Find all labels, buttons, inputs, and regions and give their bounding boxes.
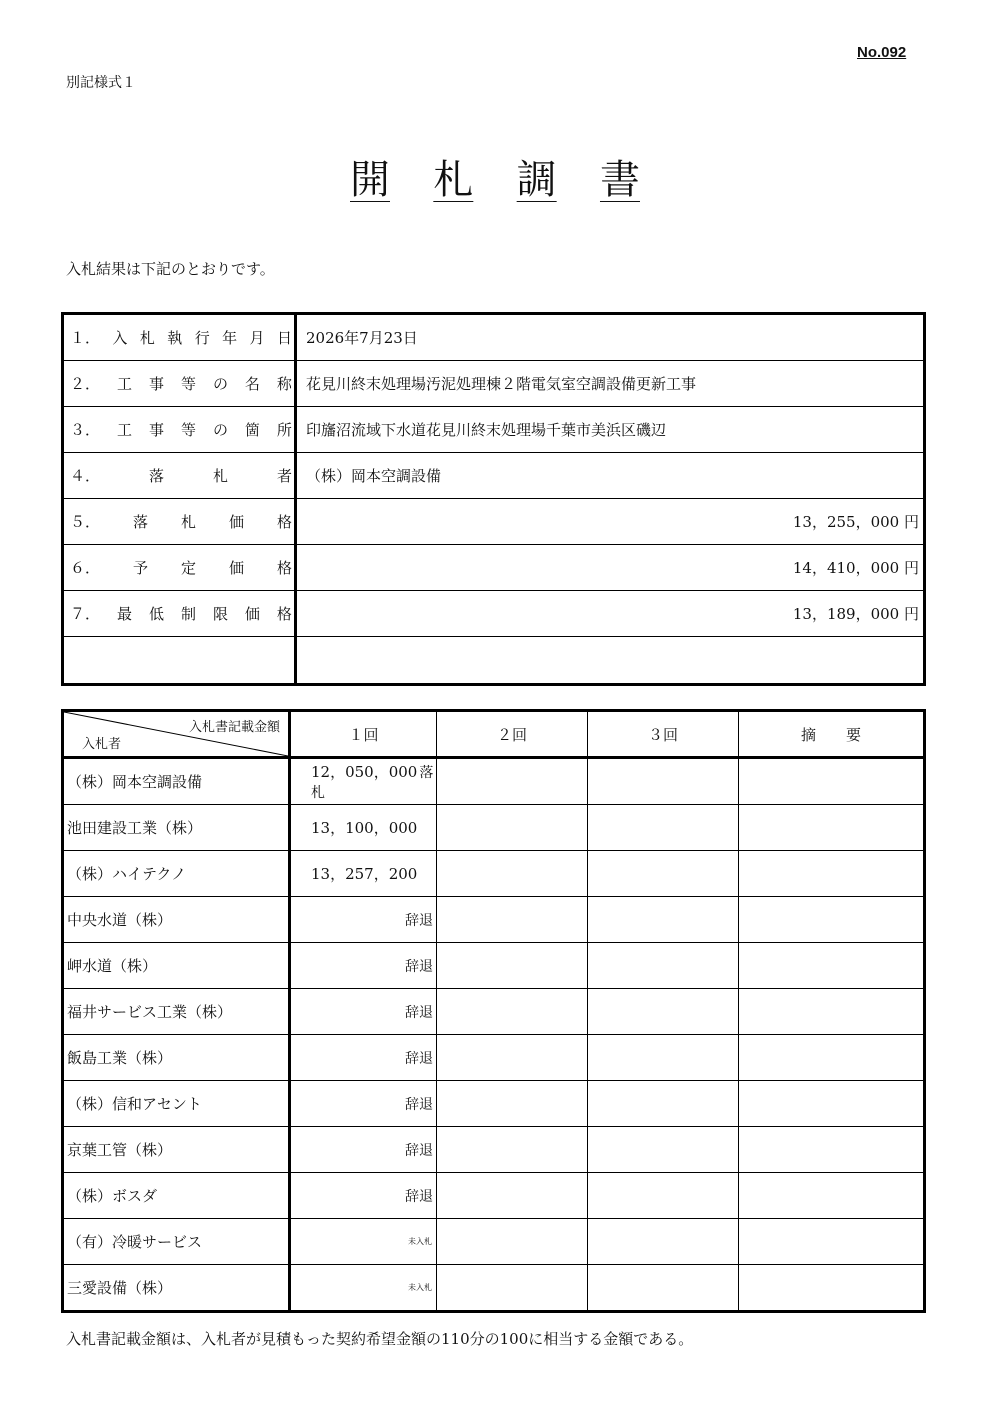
bid-round3 (588, 805, 739, 851)
bid-round2 (437, 989, 588, 1035)
bid-round3 (588, 1219, 739, 1265)
summary-label (63, 361, 296, 407)
bid-remarks (739, 897, 925, 943)
summary-label-char: 価 (228, 559, 244, 577)
summary-label-char: 執 (167, 329, 183, 347)
summary-value: 印旛沼流域下水道花見川終末処理場千葉市美浜区磯辺 (296, 407, 925, 453)
bidder-name: 池田建設工業（株） (63, 805, 290, 851)
summary-label-char: 最 (116, 605, 132, 623)
header-round1: １回 (290, 711, 437, 758)
summary-value: 花見川終末処理場汚泥処理棟２階電気室空調設備更新工事 (296, 361, 925, 407)
summary-label-char: 価 (244, 605, 260, 623)
summary-label-char: 限 (212, 605, 228, 623)
bid-round2 (437, 1265, 588, 1312)
bid-round3 (588, 1173, 739, 1219)
summary-blank-row (63, 637, 925, 685)
bid-round3 (588, 989, 739, 1035)
bidder-row (63, 851, 925, 897)
bidder-name: 岬水道（株） (63, 943, 290, 989)
summary-label-char: 称 (276, 375, 292, 393)
bid-round3 (588, 1081, 739, 1127)
bid-remarks (739, 1127, 925, 1173)
summary-label-char: 月 (249, 329, 265, 347)
bid-round1 (290, 1219, 437, 1265)
title-char: 開 (350, 157, 390, 203)
bid-remarks (739, 758, 925, 805)
bid-round1 (290, 1127, 437, 1173)
summary-value: （株）岡本空調設備 (296, 453, 925, 499)
header-round2: ２回 (437, 711, 588, 758)
bid-round1 (290, 1035, 437, 1081)
form-label: 別記様式１ (66, 75, 136, 91)
bid-round3 (588, 1127, 739, 1173)
bidder-name: 飯島工業（株） (63, 1035, 290, 1081)
bidder-name: （有）冷暖サービス (63, 1219, 290, 1265)
bid-amount: 未入札 (408, 1283, 432, 1292)
summary-value: 13，255，000 円 (296, 499, 925, 545)
document-number: No.092 (857, 44, 907, 61)
bid-remarks (739, 1035, 925, 1081)
summary-row (63, 361, 925, 407)
summary-value: 13，189，000 円 (296, 591, 925, 637)
bid-round3 (588, 1035, 739, 1081)
summary-label-char: 事 (148, 375, 164, 393)
bid-round1 (290, 1265, 437, 1312)
footnote: 入札書記載金額は、入札者が見積もった契約希望金額の110分の100に相当する金額である。 (66, 1330, 694, 1348)
bidder-row (63, 1081, 925, 1127)
bid-round1 (290, 897, 437, 943)
bidder-name: 福井サービス工業（株） (63, 989, 290, 1035)
summary-label-char: 等 (180, 421, 196, 439)
bidder-name: 京葉工管（株） (63, 1127, 290, 1173)
bid-round1 (290, 758, 437, 805)
summary-label-char: 札 (139, 329, 155, 347)
summary-label-char: 工 (116, 375, 132, 393)
bid-remarks (739, 851, 925, 897)
bid-amount: 未入札 (408, 1237, 432, 1246)
bid-round1 (290, 851, 437, 897)
summary-label (63, 407, 296, 453)
summary-value: 2026年7月23日 (306, 329, 418, 347)
bidder-name: （株）ボスダ (63, 1173, 290, 1219)
header-amount-label: 入札書記載金額 (188, 720, 280, 735)
bid-remarks (739, 1219, 925, 1265)
bid-remarks (739, 989, 925, 1035)
bid-round2 (437, 1081, 588, 1127)
header-bidder-label: 入札者 (82, 737, 122, 752)
bid-round1 (290, 989, 437, 1035)
bidder-row (63, 758, 925, 805)
summary-row (63, 407, 925, 453)
bidder-row (63, 1173, 925, 1219)
summary-row (63, 453, 925, 499)
bid-round1 (290, 943, 437, 989)
summary-label-char: の (212, 375, 228, 393)
summary-label-char: 落 (148, 467, 164, 485)
bid-round2 (437, 851, 588, 897)
bid-round2 (437, 943, 588, 989)
summary-label-char: 定 (180, 559, 196, 577)
bidder-row (63, 1035, 925, 1081)
bidder-name: （株）ハイテクノ (63, 851, 290, 897)
summary-label-char: 格 (276, 605, 292, 623)
bidder-row (63, 989, 925, 1035)
diagonal-header-cell (63, 711, 290, 758)
summary-label-char: 格 (276, 559, 292, 577)
summary-label-char: 入 (112, 329, 128, 347)
bid-round3 (588, 943, 739, 989)
page-title (350, 148, 640, 205)
bids-table (61, 709, 926, 1313)
summary-label-char: 制 (180, 605, 196, 623)
bid-round1 (290, 1081, 437, 1127)
bid-round3 (588, 758, 739, 805)
header-round3: ３回 (588, 711, 739, 758)
bidder-name: （株）岡本空調設備 (63, 758, 290, 805)
bid-round3 (588, 851, 739, 897)
bid-remarks (739, 1265, 925, 1312)
summary-label-char: 札 (212, 467, 228, 485)
bid-amount: 12，050，000 (311, 763, 418, 781)
bid-round3 (588, 1265, 739, 1312)
summary-label (63, 453, 296, 499)
bid-amount: 辞退 (405, 958, 433, 975)
bidder-row (63, 1219, 925, 1265)
bid-amount: 辞退 (405, 1004, 433, 1021)
bidder-row (63, 805, 925, 851)
bid-amount: 辞退 (405, 1050, 433, 1067)
summary-row (63, 499, 925, 545)
summary-value: 14，410，000 円 (296, 545, 925, 591)
bidder-name: （株）信和アセント (63, 1081, 290, 1127)
summary-blank-cell (63, 637, 296, 685)
summary-row (63, 545, 925, 591)
bid-amount: 辞退 (405, 1142, 433, 1159)
summary-blank-cell (296, 637, 925, 685)
summary-row (63, 314, 925, 361)
bid-round1 (290, 1173, 437, 1219)
summary-label-number: ２． (70, 375, 101, 393)
bid-remarks (739, 805, 925, 851)
bid-round2 (437, 1173, 588, 1219)
bidder-row (63, 1265, 925, 1312)
bid-amount: 辞退 (405, 912, 433, 929)
bid-round2 (437, 1127, 588, 1173)
header-remarks: 摘 要 (739, 711, 925, 758)
summary-label-char: 事 (148, 421, 164, 439)
summary-label-number: ５． (70, 513, 101, 531)
bid-remarks (739, 943, 925, 989)
summary-label-char: 日 (276, 329, 292, 347)
bid-amount: 辞退 (405, 1096, 433, 1113)
summary-label-char: 格 (276, 513, 292, 531)
bid-amount: 13，257，200 (311, 865, 418, 883)
summary-label-number: １． (70, 329, 101, 347)
bids-header-row (63, 711, 925, 758)
bidder-row (63, 943, 925, 989)
bid-round2 (437, 1219, 588, 1265)
bid-round2 (437, 897, 588, 943)
title-char: 札 (433, 157, 474, 203)
summary-label-char: 等 (180, 375, 196, 393)
bid-round3 (588, 897, 739, 943)
summary-label (63, 499, 296, 545)
summary-label-char: の (212, 421, 228, 439)
summary-label-char: 箇 (244, 421, 260, 439)
bid-remarks (739, 1173, 925, 1219)
bid-amount: 辞退 (405, 1188, 433, 1205)
summary-label (63, 591, 296, 637)
summary-label (63, 545, 296, 591)
summary-label-char: 年 (222, 329, 238, 347)
bid-round1 (290, 805, 437, 851)
bidder-name: 三愛設備（株） (63, 1265, 290, 1312)
bidder-row (63, 897, 925, 943)
summary-label-char: 名 (244, 375, 260, 393)
summary-label-char: 低 (148, 605, 164, 623)
summary-label-char: 価 (228, 513, 244, 531)
summary-label-char: 所 (276, 421, 292, 439)
bidder-name: 中央水道（株） (63, 897, 290, 943)
summary-label-number: ６． (70, 559, 101, 577)
title-char: 書 (599, 157, 640, 203)
summary-label-number: ４． (70, 467, 101, 485)
intro-text: 入札結果は下記のとおりです。 (66, 260, 275, 278)
bid-amount: 13，100，000 (311, 819, 418, 837)
bid-round2 (437, 805, 588, 851)
summary-label-char: 札 (180, 513, 196, 531)
summary-table (61, 312, 926, 686)
summary-label-char: 落 (132, 513, 148, 531)
bidder-row (63, 1127, 925, 1173)
bid-round2 (437, 1035, 588, 1081)
summary-label-number: ７． (70, 605, 101, 623)
summary-label-char: 者 (276, 467, 292, 485)
summary-label-char: 行 (194, 329, 210, 347)
summary-label-number: ３． (70, 421, 101, 439)
title-char: 調 (516, 157, 557, 203)
winning-bid-mark: 落札 (311, 765, 434, 801)
summary-label-char: 予 (132, 559, 148, 577)
summary-row (63, 591, 925, 637)
summary-label-char: 工 (116, 421, 132, 439)
summary-label (63, 314, 296, 361)
bid-round2 (437, 758, 588, 805)
bid-remarks (739, 1081, 925, 1127)
